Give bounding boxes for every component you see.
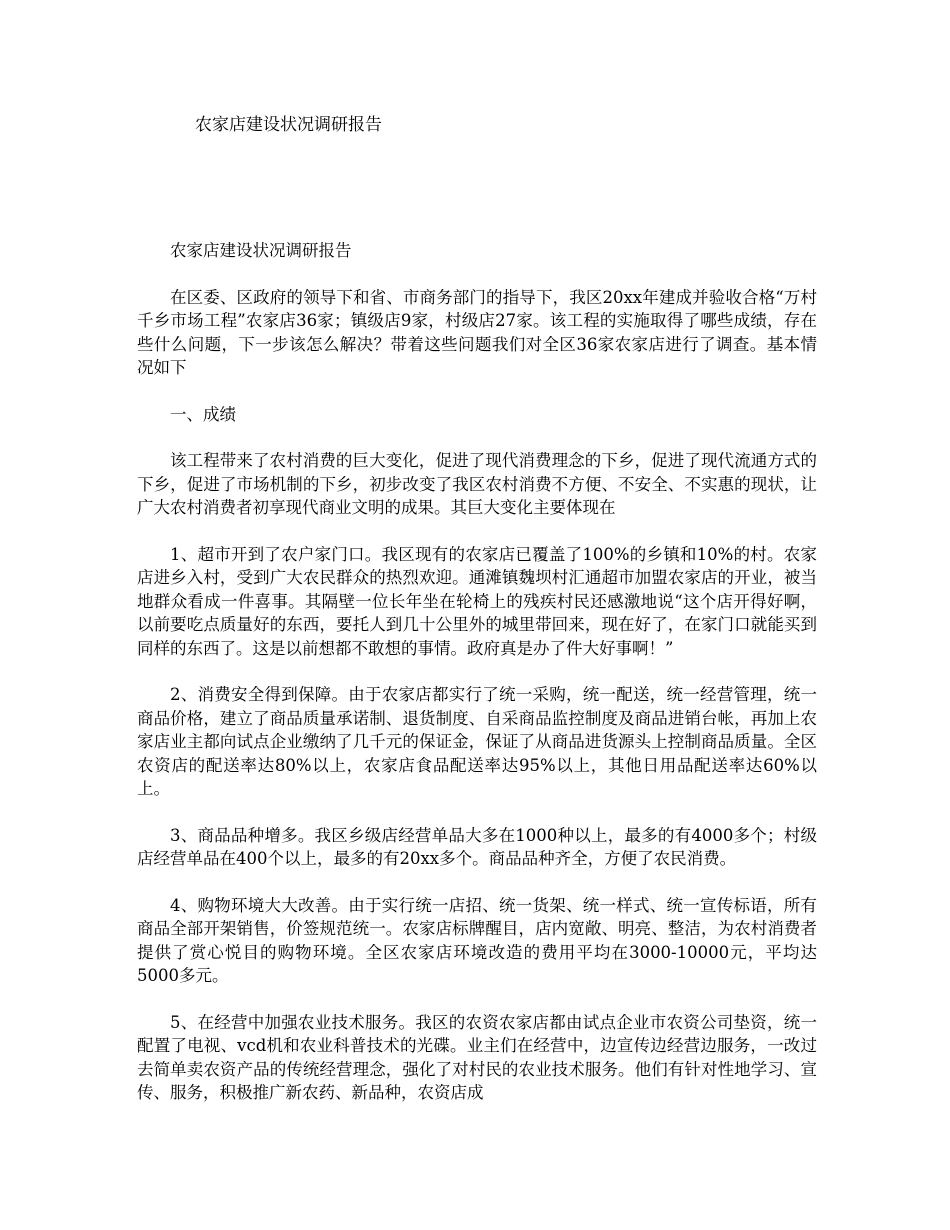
paragraph-item-3: 3、商品品种增多。我区乡级店经营单品大多在1000种以上，最多的有4000多个；村级店经营单品在400个以上，最多的有20xx多个。商品品种齐全，方便了农民消费。: [137, 825, 817, 868]
report-heading: 农家店建设状况调研报告: [170, 241, 352, 260]
paragraph-item-5: 5、在经营中加强农业技术服务。我区的农资农家店都由试点企业市农资公司垫资，统一配置了电视、vcd机和农业科普技术的光碟。业主们在经营中，边宣传边经营边服务，一改过去简单卖农资产品的传统经营理念，强化了对村民的农业技术服务。他们有针对性地学习、宣传、服务，积极推广新农药、新品种，农资店成: [137, 1012, 817, 1102]
document-body: [137, 239, 817, 1128]
paragraph-item-2: 2、消费安全得到保障。由于农家店都实行了统一采购，统一配送，统一经营管理，统一商品价格，建立了商品质量承诺制、退货制度、自采商品监控制度及商品进销台帐，再加上农家店业主都向试点企业缴纳了几千元的保证金，保证了从商品进货源头上控制商品质量。全区农资店的配送率达80%以上，农家店食品配送率达95%以上，其他日用品配送率达60%以上。: [137, 685, 817, 798]
paragraph-intro: 在区委、区政府的领导下和省、市商务部门的指导下，我区20xx年建成并验收合格“万村千乡市场工程”农家店36家；镇级店9家，村级店27家。该工程的实施取得了哪些成绩，存在些什么问题，下一步该怎么解决？带着这些问题我们对全区36家农家店进行了调查。基本情况如下: [137, 287, 817, 377]
paragraph-item-1: 1、超市开到了农户家门口。我区现有的农家店已覆盖了100%的乡镇和10%的村。农家店进乡入村，受到广大农民群众的热烈欢迎。通滩镇魏坝村汇通超市加盟农家店的开业，被当地群众看成一件喜事。其隔壁一位长年坐在轮椅上的残疾村民还感激地说“这个店开得好啊，以前要吃点质量好的东西，要托人到几十公里外的城里带回来，现在好了，在家门口就能买到同样的东西了。这是以前想都不敢想的事情。政府真是办了件大好事啊！”: [137, 544, 817, 658]
section-heading-achievements: 一、成绩: [170, 404, 236, 424]
page-title: 农家店建设状况调研报告: [195, 115, 382, 135]
paragraph-item-4: 4、购物环境大大改善。由于实行统一店招、统一货架、统一样式、统一宣传标语，所有商品全部开架销售，价签规范统一。农家店标牌醒目，店内宽敞、明亮、整洁，为农村消费者提供了赏心悦目的购物环境。全区农家店环境改造的费用平均在3000-10000元，平均达5000多元。: [137, 895, 817, 985]
paragraph-summary: 该工程带来了农村消费的巨大变化，促进了现代消费理念的下乡，促进了现代流通方式的下乡，促进了市场机制的下乡，初步改变了我区农村消费不方便、不安全、不实惠的现状，让广大农村消费者初享现代商业文明的成果。其巨大变化主要体现在: [137, 451, 817, 517]
